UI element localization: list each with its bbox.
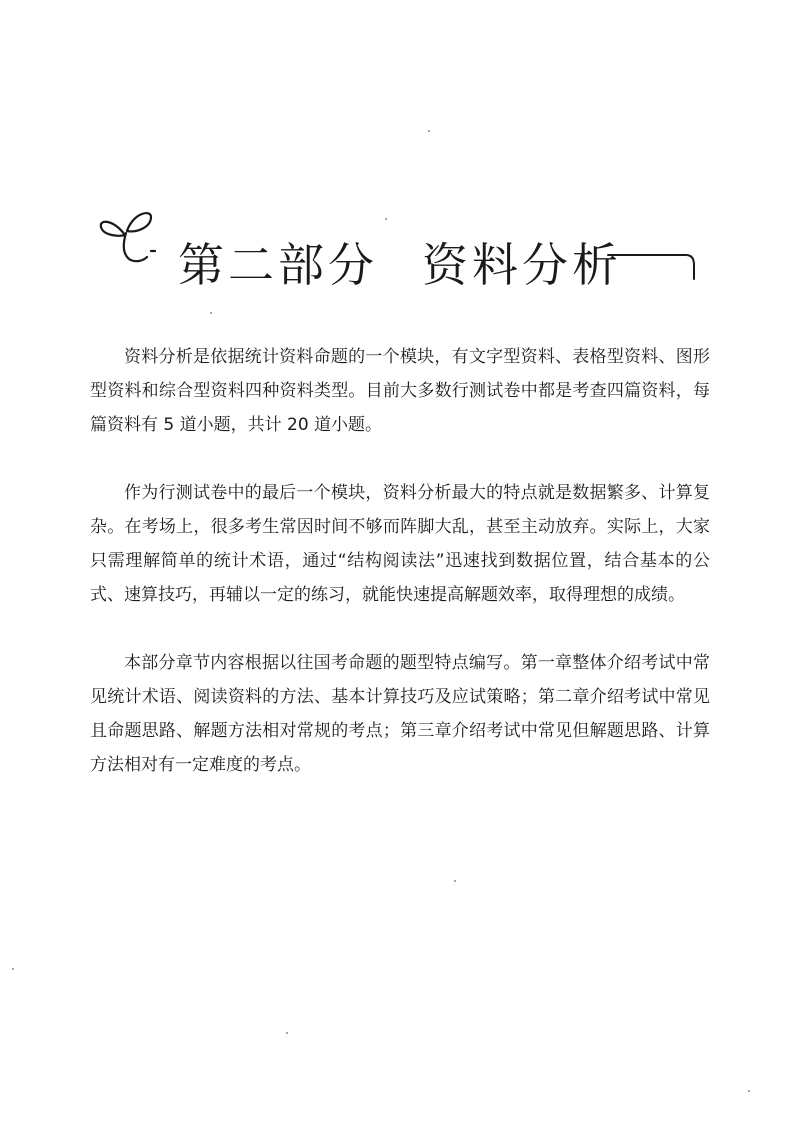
page-title (178, 229, 622, 295)
intro-paragraph-2: 作为行测试卷中的最后一个模块，资料分析最大的特点就是数据繁多、计算复杂。在考场上，很多考生常因时间不够而阵脚大乱，甚至主动放弃。实际上，大家只需理解简单的统计术语，通过“结构阅读法”迅速找到数据位置，结合基本的公式、速算技巧，再辅以一定的练习，就能快速提高解题效率，取得理想的成绩。 (90, 483, 710, 605)
scan-speck (454, 880, 456, 882)
scan-speck (428, 130, 430, 132)
intro-paragraph-1: 资料分析是依据统计资料命题的一个模块，有文字型资料、表格型资料、图形型资料和综合型资料四种资料类型。目前大多数行测试卷中都是考查四篇资料，每篇资料有 5 道小题，共计 20 道小题。 (90, 347, 710, 435)
scan-speck (210, 312, 212, 314)
scan-speck (12, 968, 14, 970)
intro-paragraph-3: 本部分章节内容根据以往国考命题的题型特点编写。第一章整体介绍考试中常见统计术语、阅读资料的方法、基本计算技巧及应试策略；第二章介绍考试中常见且命题思路、解题方法相对常规的考点；第三章介绍考试中常见但解题思路、计算方法相对有一定难度的考点。 (90, 653, 710, 775)
part-title-banner (95, 205, 705, 295)
scan-speck (385, 218, 387, 220)
title-name: 资料分析 (422, 238, 622, 292)
scan-speck (748, 1090, 750, 1092)
title-underline-decoration (606, 243, 701, 283)
scan-speck (286, 1032, 288, 1034)
intro-body (90, 340, 710, 816)
sprout-icon (95, 205, 175, 275)
title-part: 第二部分 (178, 238, 378, 292)
